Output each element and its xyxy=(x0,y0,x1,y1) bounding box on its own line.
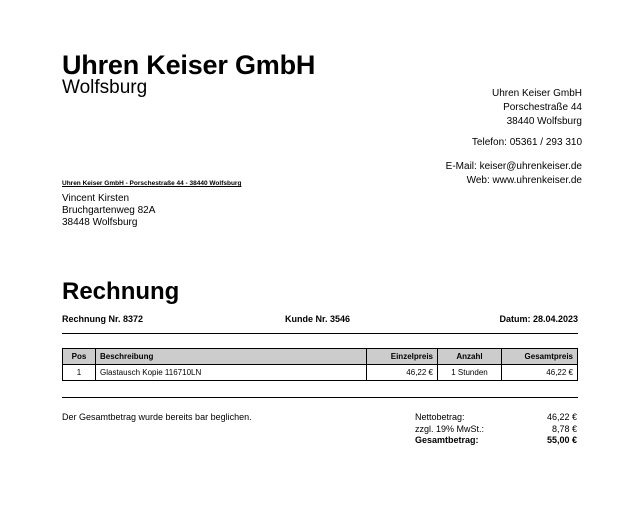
invoice-date: Datum: 28.04.2023 xyxy=(499,314,578,324)
net-row xyxy=(415,412,577,424)
recipient-zip-city: 38448 Wolfsburg xyxy=(62,217,138,228)
company-name: Uhren Keiser GmbH xyxy=(62,50,316,80)
sender-address xyxy=(492,87,582,129)
header-description: Beschreibung xyxy=(96,349,367,365)
sender-zip-city: 38440 Wolfsburg xyxy=(506,116,582,127)
sender-email: E-Mail: keiser@uhrenkeiser.de xyxy=(445,161,582,172)
sender-contact xyxy=(446,160,582,188)
row-pos: 1 xyxy=(63,365,96,381)
sender-street: Porschestraße 44 xyxy=(503,102,582,113)
table-row xyxy=(63,365,578,381)
sender-web: Web: www.uhrenkeiser.de xyxy=(466,175,582,186)
row-description: Glastausch Kopie 116710LN xyxy=(96,365,367,381)
recipient-street: Bruchgartenweg 82A xyxy=(62,205,156,216)
items-table xyxy=(62,348,578,381)
net-label: Nettobetrag: xyxy=(415,412,465,422)
vat-label: zzgl. 19% MwSt.: xyxy=(415,423,485,434)
row-unit-price: 46,22 € xyxy=(367,365,438,381)
divider xyxy=(62,333,578,334)
totals-block xyxy=(415,412,577,447)
header-total-price: Gesamtpreis xyxy=(502,349,578,365)
sender-name: Uhren Keiser GmbH xyxy=(491,88,582,99)
invoice-number: Rechnung Nr. 8372 xyxy=(62,314,144,324)
row-quantity: 1 Stunden xyxy=(438,365,502,381)
gross-value: 55,00 € xyxy=(546,435,577,445)
sender-phone: Telefon: 05361 / 293 310 xyxy=(471,137,582,148)
return-address: Uhren Keiser GmbH - Porschestraße 44 - 38440 Wolfsburg xyxy=(62,180,242,187)
payment-note: Der Gesamtbetrag wurde bereits bar beglichen. xyxy=(62,412,252,422)
gross-label: Gesamtbetrag: xyxy=(415,435,479,445)
customer-number: Kunde Nr. 3546 xyxy=(285,314,351,324)
header-quantity: Anzahl xyxy=(438,349,502,365)
header-unit-price: Einzelpreis xyxy=(367,349,438,365)
company-city: Wolfsburg xyxy=(62,77,148,98)
gross-row xyxy=(415,435,577,447)
header-pos: Pos xyxy=(63,349,96,365)
recipient-name: Vincent Kirsten xyxy=(62,193,130,204)
row-total-price: 46,22 € xyxy=(502,365,578,381)
vat-row xyxy=(415,424,577,436)
vat-value: 8,78 € xyxy=(551,423,577,434)
document-title: Rechnung xyxy=(62,278,180,305)
recipient-address xyxy=(62,193,155,229)
divider xyxy=(62,397,578,398)
net-value: 46,22 € xyxy=(546,412,577,422)
table-header-row xyxy=(63,349,578,365)
